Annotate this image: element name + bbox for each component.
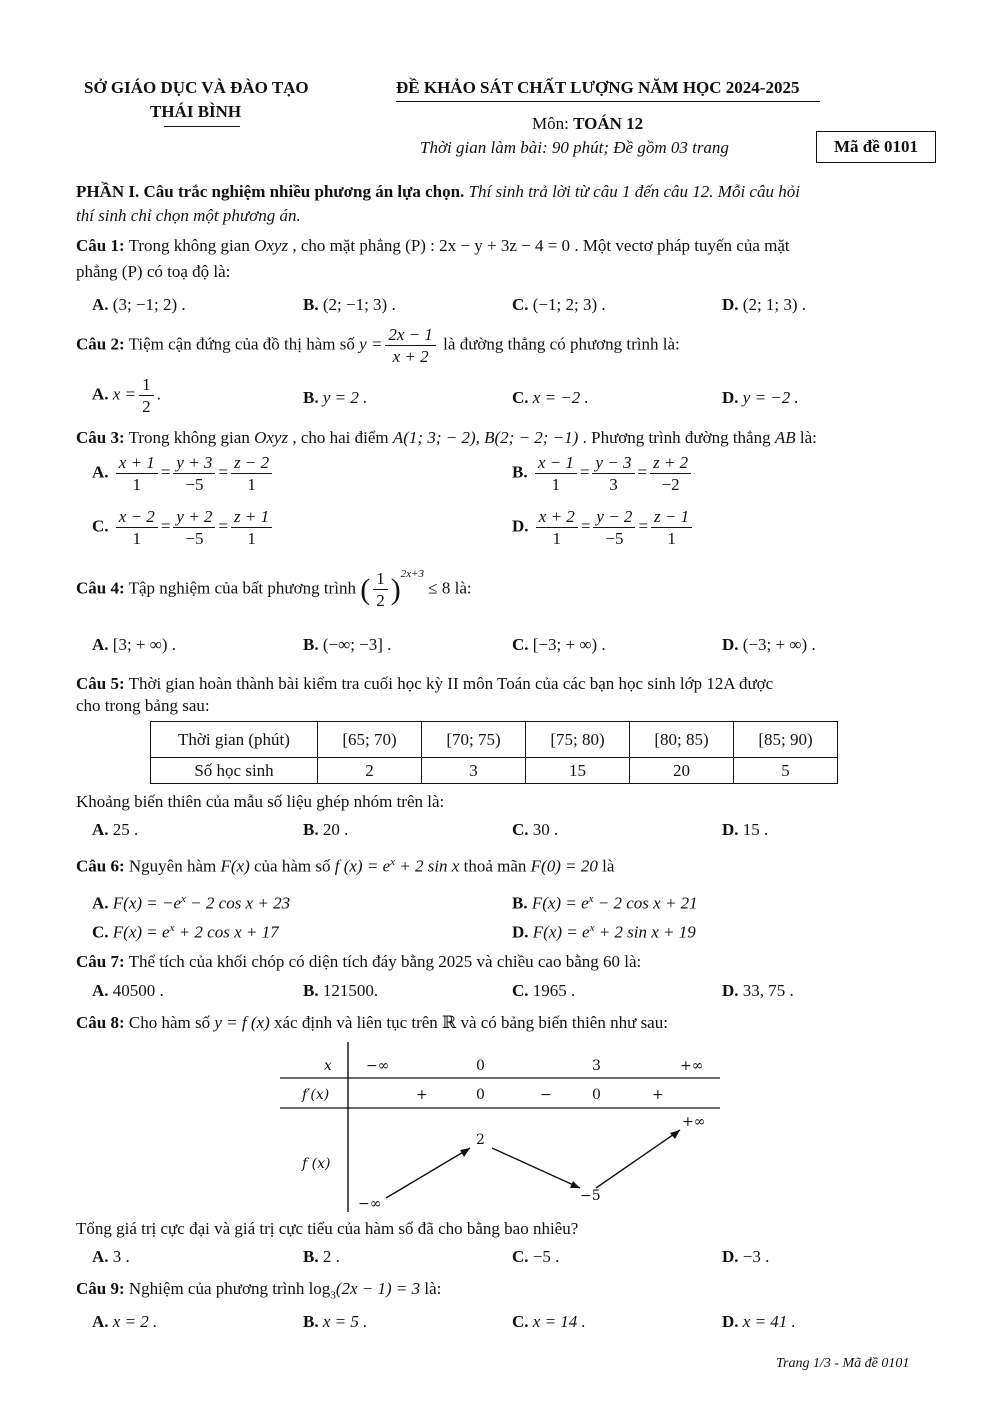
q9-option-a[interactable]: A. x = 2 . [92, 1312, 158, 1331]
q1-option-b[interactable]: B. (2; −1; 3) . [303, 295, 396, 314]
subject-name: TOÁN 12 [573, 114, 644, 133]
q7-option-d[interactable]: D. 33, 75 . [722, 981, 794, 1000]
q3-option-a[interactable]: A. $\frac{x + 1}{1}$ = $\frac{y + 3}{-5}$ = $\frac{z - 2}{1}$ [92, 452, 275, 496]
bbt-f-pos-inf: +∞ [682, 1114, 706, 1130]
bbt-f-label: f (x) [302, 1156, 331, 1172]
table-interval-5: [85; 90) [734, 722, 838, 758]
bbt-fp-zero-1: 0 [476, 1087, 485, 1103]
q8-option-a[interactable]: A. 3 . [92, 1247, 130, 1266]
q7-option-a[interactable]: A. 40500 . [92, 981, 164, 1000]
q3-option-b[interactable]: B. $\frac{x - 1}{1}$ = $\frac{y - 3}{3}$ = $\frac{z + 2}{-2}$ [512, 452, 694, 496]
bbt-f-min: −5 [580, 1188, 601, 1204]
q8-question: Tổng giá trị cực đại và giá trị cực tiểu của hàm số đã cho bằng bao nhiêu? [76, 1219, 579, 1238]
department-name: SỞ GIÁO DỤC VÀ ĐÀO TẠO [84, 78, 309, 97]
bbt-fp-zero-2: 0 [592, 1087, 601, 1103]
table-count-3: 15 [526, 758, 630, 784]
q3-option-c[interactable]: C. $\frac{x - 2}{1}$ = $\frac{y + 2}{-5}$ = $\frac{z + 1}{1}$ [92, 506, 275, 550]
subject-line: Môn: TOÁN 12 [532, 114, 644, 133]
bbt-fp-plus-2: + [652, 1087, 664, 1103]
q5-stem: Câu 5: Thời gian hoàn thành bài kiểm tra cuối học kỳ II môn Toán của các bạn học sinh lớp 12A được [76, 674, 774, 693]
time-note: Thời gian làm bài: 90 phút; Đề gồm 03 trang [420, 138, 729, 157]
table-interval-2: [70; 75) [422, 722, 526, 758]
q5-frequency-table [150, 721, 838, 784]
q1-stem-2: phẳng (P) có toạ độ là: [76, 262, 231, 281]
q4-stem: Câu 4: Tập nghiệm của bất phương trình ( $\frac{1}{2}$ )$^{2x+3}$ ≤ 8 là: [76, 568, 472, 611]
q2-option-d[interactable]: D. y = −2 . [722, 388, 799, 407]
q6-option-b[interactable]: B. $F(x) = e^x - 2$ cos x + 21 [512, 893, 698, 913]
q9-stem: Câu 9: Nghiệm của phương trình $\log_3(2x - 1) = 3$ là: [76, 1279, 442, 1302]
bbt-fprime-label: f′(x) [302, 1087, 330, 1103]
part1-desc: thí sinh chỉ chọn một phương án. [76, 206, 301, 225]
bbt-x-3: 3 [592, 1058, 601, 1074]
q5-stem-2: cho trong bảng sau: [76, 696, 210, 715]
table-count-2: 3 [422, 758, 526, 784]
q6-option-a[interactable]: A. $F(x) = -e^x - 2$ cos x + 23 [92, 893, 291, 913]
bbt-x-label: x [324, 1058, 332, 1074]
q1-option-a[interactable]: A. (3; −1; 2) . [92, 295, 186, 314]
q5-option-b[interactable]: B. 20 . [303, 820, 349, 839]
table-header-time: Thời gian (phút) [151, 722, 318, 758]
bbt-f-neg-inf: −∞ [358, 1196, 382, 1212]
q6-option-c[interactable]: C. $F(x) = e^x + 2$ cos x + 17 [92, 922, 279, 942]
title-underline [396, 101, 820, 102]
q5-option-a[interactable]: A. 25 . [92, 820, 139, 839]
table-count-1: 2 [318, 758, 422, 784]
table-interval-3: [75; 80) [526, 722, 630, 758]
q5-option-d[interactable]: D. 15 . [722, 820, 769, 839]
table-header-count: Số học sinh [151, 758, 318, 784]
page-footer: Trang 1/3 - Mã đề 0101 [776, 1356, 910, 1371]
exam-title: ĐỀ KHẢO SÁT CHẤT LƯỢNG NĂM HỌC 2024-2025 [396, 78, 800, 97]
q8-option-c[interactable]: C. −5 . [512, 1247, 560, 1266]
q2-option-c[interactable]: C. x = −2 . [512, 388, 589, 407]
part1-heading: PHẦN I. Câu trắc nghiệm nhiều phương án lựa chọn. Thí sinh trả lời từ câu 1 đến câu 12. Mỗi câu hỏi [76, 182, 800, 201]
q2-stem: Câu 2: Tiệm cận đứng của đồ thị hàm số y = $\frac{2x - 1}{x + 2}$ là đường thẳng có phương trình là: [76, 325, 680, 367]
q7-option-b[interactable]: B. 121500. [303, 981, 379, 1000]
q4-option-b[interactable]: B. (−∞; −3] . [303, 635, 392, 654]
bbt-f-max: 2 [476, 1132, 485, 1148]
q2-option-a[interactable]: A. x = $\frac{1}{2}$ . [92, 375, 161, 417]
variation-table [280, 1040, 725, 1215]
q6-option-d[interactable]: D. $F(x) = e^x + 2$ sin x + 19 [512, 922, 696, 942]
q8-stem: Câu 8: Cho hàm số y = f (x) xác định và liên tục trên ℝ và có bảng biến thiên như sau: [76, 1013, 668, 1032]
q6-stem: Câu 6: Nguyên hàm F(x) của hàm số f $(x) = e^x + 2$ sin x thoả mãn F(0) = 20 là [76, 856, 615, 876]
q3-stem: Câu 3: Trong không gian Oxyz , cho hai điểm A(1; 3; − 2), B(2; − 2; −1) . Phương trình đường thẳng AB là: [76, 428, 817, 447]
bbt-x-pos-inf: +∞ [680, 1058, 704, 1074]
q4-option-c[interactable]: C. [−3; + ∞) . [512, 635, 606, 654]
q1-option-c[interactable]: C. (−1; 2; 3) . [512, 295, 606, 314]
province-name: THÁI BÌNH [150, 102, 242, 121]
exam-code-box: Mã đề 0101 [816, 131, 936, 163]
q3-option-d[interactable]: D. $\frac{x + 2}{1}$ = $\frac{y - 2}{-5}$ = $\frac{z - 1}{1}$ [512, 506, 695, 550]
table-count-5: 5 [734, 758, 838, 784]
q8-option-b[interactable]: B. 2 . [303, 1247, 340, 1266]
province-underline [164, 126, 240, 127]
q4-option-a[interactable]: A. [3; + ∞) . [92, 635, 177, 654]
table-interval-4: [80; 85) [630, 722, 734, 758]
q5-question: Khoảng biến thiên của mẫu số liệu ghép nhóm trên là: [76, 792, 445, 811]
q9-option-b[interactable]: B. x = 5 . [303, 1312, 368, 1331]
table-interval-1: [65; 70) [318, 722, 422, 758]
q5-option-c[interactable]: C. 30 . [512, 820, 559, 839]
q7-stem: Câu 7: Thể tích của khối chóp có diện tích đáy bằng 2025 và chiều cao bằng 60 là: [76, 952, 642, 971]
bbt-x-neg-inf: −∞ [366, 1058, 390, 1074]
q1-option-d[interactable]: D. (2; 1; 3) . [722, 295, 807, 314]
q9-option-c[interactable]: C. x = 14 . [512, 1312, 586, 1331]
bbt-x-0: 0 [476, 1058, 485, 1074]
table-count-4: 20 [630, 758, 734, 784]
q8-option-d[interactable]: D. −3 . [722, 1247, 770, 1266]
q2-option-b[interactable]: B. y = 2 . [303, 388, 368, 407]
bbt-fp-minus: − [540, 1087, 552, 1103]
q1-stem: Câu 1: Trong không gian Oxyz , cho mặt phẳng (P) : 2x − y + 3z − 4 = 0 . Một vectơ pháp tuyến của mặt [76, 236, 790, 255]
bbt-fp-plus-1: + [416, 1087, 428, 1103]
q4-option-d[interactable]: D. (−3; + ∞) . [722, 635, 816, 654]
q9-option-d[interactable]: D. x = 41 . [722, 1312, 796, 1331]
q7-option-c[interactable]: C. 1965 . [512, 981, 576, 1000]
